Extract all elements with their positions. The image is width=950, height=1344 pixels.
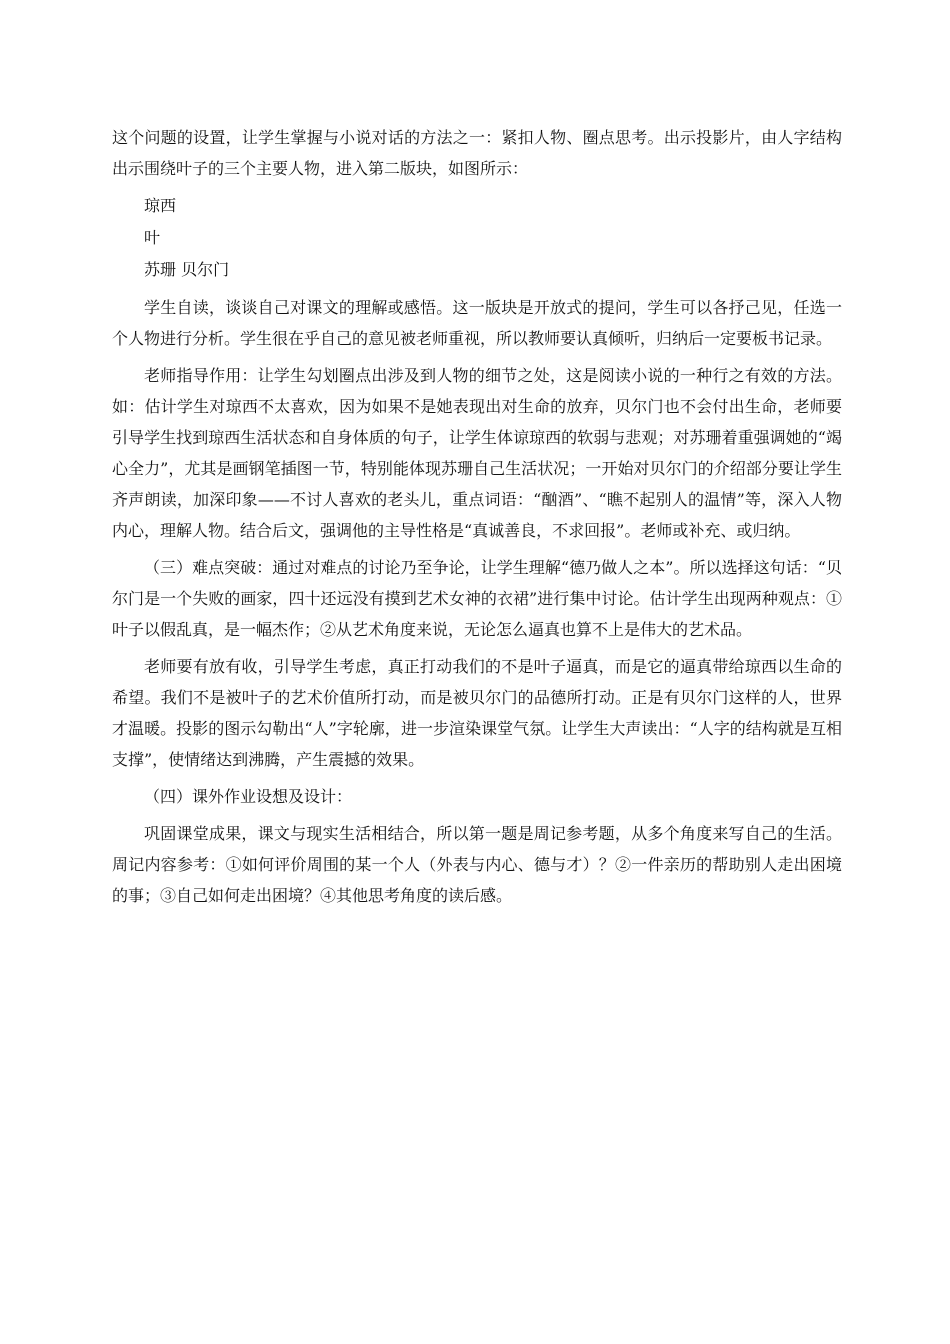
section-four-heading: （四）课外作业设想及设计： bbox=[144, 787, 353, 806]
character-diagram bbox=[112, 190, 842, 286]
diagram-bottom-susan-behrman: 苏珊 贝尔门 bbox=[144, 260, 230, 279]
teacher-summary-paragraph: 老师要有放有收，引导学生考虑，真正打动我们的不是叶子逼真，而是它的逼真带给琼西以生命的希望。我们不是被叶子的艺术价值所打动，而是被贝尔门的品德所打动。正是有贝尔门这样的人，世界才温暖。投影的图示勾勒出“人”字轮廓，进一步渲染课堂气氛。让学生大声读出：“人字的结构就是互相支撑”，使情绪达到沸腾，产生震撼的效果。 bbox=[112, 657, 842, 769]
document-page bbox=[112, 122, 842, 917]
difficulty-breakthrough-paragraph: （三）难点突破：通过对难点的讨论乃至争论，让学生理解“德乃做人之本”。所以选择这句话：“贝尔门是一个失败的画家，四十还远没有摸到艺术女神的衣裙”进行集中讨论。估计学生出现两种观点：①叶子以假乱真，是一幅杰作；②从艺术角度来说，无论怎么逼真也算不上是伟大的艺术品。 bbox=[112, 558, 842, 639]
teacher-guidance-paragraph: 老师指导作用：让学生勾划圈点出涉及到人物的细节之处，这是阅读小说的一种行之有效的方法。如：估计学生对琼西不太喜欢，因为如果不是她表现出对生命的放弃，贝尔门也不会付出生命，老师要引导学生找到琼西生活状态和自身体质的句子，让学生体谅琼西的软弱与悲观；对苏珊着重强调她的“竭心全力”，尤其是画钢笔插图一节，特别能体现苏珊自己生活状况；一开始对贝尔门的介绍部分要让学生齐声朗读，加深印象——不讨人喜欢的老头儿，重点词语：“酗酒”、“瞧不起别人的温情”等，深入人物内心，理解人物。结合后文，强调他的主导性格是“真诚善良，不求回报”。老师或补充、或归纳。 bbox=[112, 366, 842, 540]
diagram-middle-leaf: 叶 bbox=[144, 228, 161, 247]
homework-paragraph: 巩固课堂成果，课文与现实生活相结合，所以第一题是周记参考题，从多个角度来写自己的生活。周记内容参考：①如何评价周围的某一个人（外表与内心、德与才）？②一件亲历的帮助别人走出困境的事；③自己如何走出困境？④其他思考角度的读后感。 bbox=[112, 824, 842, 905]
diagram-top-qiongxi: 琼西 bbox=[144, 196, 177, 215]
self-reading-paragraph: 学生自读，谈谈自己对课文的理解或感悟。这一版块是开放式的提问，学生可以各抒己见，任选一个人物进行分析。学生很在乎自己的意见被老师重视，所以教师要认真倾听，归纳后一定要板书记录。 bbox=[112, 298, 842, 348]
intro-paragraph: 这个问题的设置，让学生掌握与小说对话的方法之一：紧扣人物、圈点思考。出示投影片，由人字结构出示围绕叶子的三个主要人物，进入第二版块，如图所示： bbox=[112, 128, 842, 178]
